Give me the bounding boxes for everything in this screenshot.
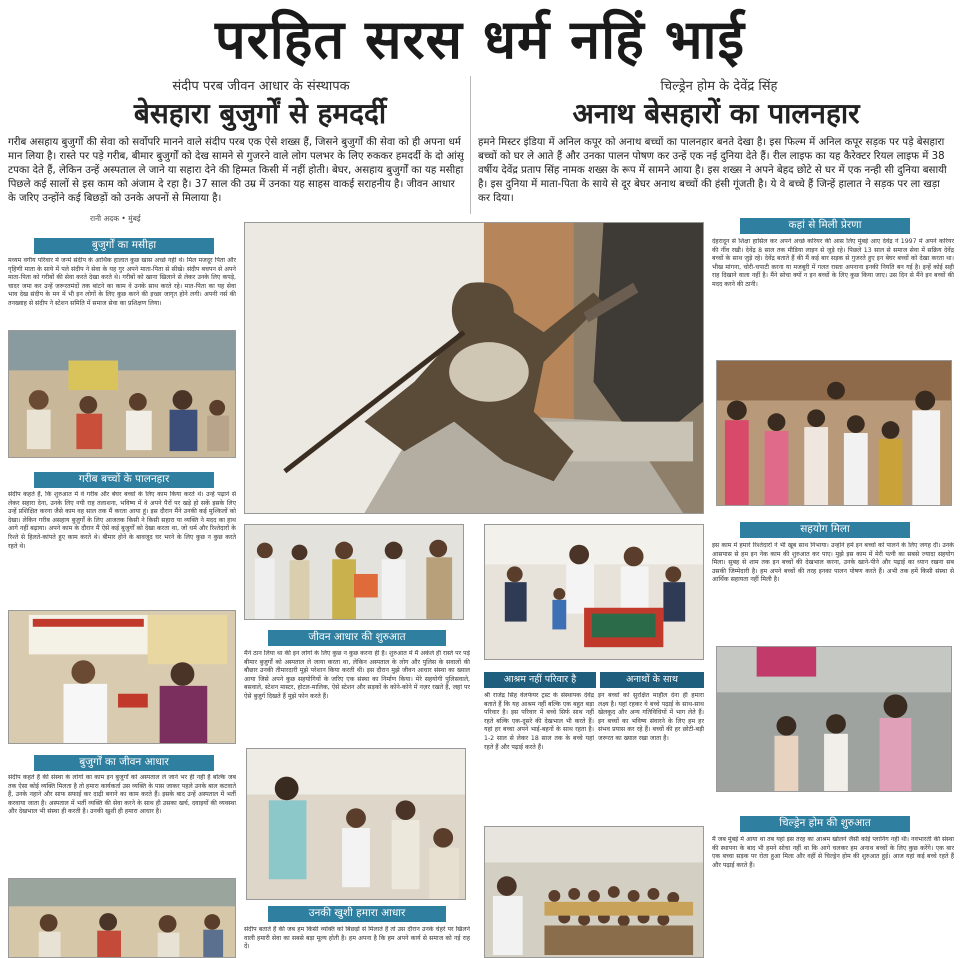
section-childrens-home: चिल्ड्रेन होम की शुरुआत <box>740 816 910 832</box>
section-ashram: आश्रम नहीं परिवार है <box>484 672 596 688</box>
text-khushi: संदीप बताते हैं की जब हम किसी व्यक्ति को बिछड़ों से मिलाते हैं तो उस दौरान उनके चेहरे पर खिलने वाली हमारी सेवा का सबसे बड़ा मूल्य होती है। हम अपना है कि हम अपने कार्य से समाज को नई राह दें। <box>244 926 470 951</box>
right-lead: हमने मिस्टर इंडिया में अनिल कपूर को अनाथ बच्चों का पालनहार बनते देखा है। इस फिल्म में अनिल कपूर सड़क पर पड़े बेसहारा बच्चों को घर ले आते हैं और उनका पालन पोषण कर उन्हें एक नई दुनिया देते हैं। रील लाइफ का यह कैरेक्टर रियल लाइफ में 38 वर्षीय देवेंद्र प्रताप सिंह नामक शख्स के रूप में सामने आया है। इस शख्स ने अपने बेहद छोटे से घर में एक नन्ही सी दुनिया बसायी है। इस दुनिया में माता-पिता के साये से दूर बेघर अनाथ बच्चों की हंसी गूंजती है। ये वे बच्चे हैं जिन्हें हालात ने सड़क पर ला खड़ा कर दिया। <box>478 137 947 204</box>
section-gareeb: गरीब बच्चों के पालनहार <box>34 472 214 488</box>
text-jeevan-shuruaat: मैंने ठान लिया था की इन लोगों के लिए कुछ न कुछ करना ही है। शुरुआत में मैं अकेले ही रास्ते पर पड़े बीमार बुजुर्गों को अस्पताल ले जाया करता था, लेकिन अस्पताल के लोग और पुलिस के सवालों की बौछार उनकी तीमारदारी मुझे परेशान किया करती थी। इस दौरान मुझे जीवन आधार संस्था का ख्याल आया जिसे अपने कुछ सहयोगियों के जरिए एक संस्था का निर्माण किया। मेरे सहयोगी पुलिसवाले, बसवाले, स्टेशन मास्टर, होटल-मालिक, ऐसे स्टेशन और सड़कों के कोने-कोने में नज़र रखते हैं, जहां पर ऐसे बुजुर्ग दिखते हैं मुझे फोन करते हैं। <box>244 650 470 700</box>
section-sahyog: सहयोग मिला <box>740 522 910 538</box>
photo-award-ceremony <box>8 610 236 744</box>
text-prerna: देहरादून से शिक्षा हासिल कर अपने अच्छे करियर की आस लिए मुंबई आए देवेंद्र ने 1997 में अपने करियर की नींव रखी। देवेंद्र 8 साल तक मीडिया लाइन से जुड़े रहे। पिछले 13 साल से समाज सेवा में सक्रिय देवेंद्र बच्चों के साथ जुड़े रहे। देवेंद्र बताते हैं की मैं कई बार सड़क से गुजरते हुए इन बेघर बच्चों को देखा करता था। भीख मांगना, चोरी-चपाटी करना या मजबूरी में गलत रास्ता अपनाना इनकी नियति बन गई है। इन्हें कोई सही राह दिखाने वाला नहीं है। मैंने सोचा क्यों न इन बच्चों के लिए कुछ किया जाए। उस दिन से मैंने इन बच्चों की मदद करने की ठानी। <box>712 238 954 288</box>
photo-felicitation <box>244 524 464 620</box>
left-lead: गरीब असहाय बुजुर्गों की सेवा को सर्वोपरि मानने वाले संदीप परब एक ऐसे शख्स हैं, जिसने बुजुर्गों की सेवा को ही अपना धर्म मान लिया है। रास्ते पर पड़े गरीब, बीमार बुजुर्गों को देख सामने से गुजरने वाले लोग पलभर के लिए रुककर हमदर्दी के दो आंसू टपका देते हैं, लेकिन उन्हें अस्पताल ले जाने या सहारा देने की हिम्मत किसी में नहीं होती। बेघर, असहाय बुजुर्गों का यह मसीहा पिछले कई सालों से इस काम को अंजाम दे रहा है। 37 साल की उम्र में उनका यह साहस वाकई सराहनीय है। जीवन आधार के जरिए उन्होंने कई बिछड़ों को उनके अपनों से मिलाया है। <box>8 137 464 204</box>
column-divider <box>470 76 471 214</box>
text-anathon: इन बच्चों को सुरक्षित माहौल देना ही हमारा लक्ष्य है। यहां रहकर ये बच्चे पढ़ाई के साथ-साथ खेलकूद और अन्य गतिविधियों में भाग लेते हैं। इन बच्चों का भविष्य संवारने के लिए हम हर संभव प्रयास कर रहे हैं। बच्चों की हर छोटी-बड़ी जरूरत का ख्याल रखा जाता है। <box>598 692 704 742</box>
left-tagline: संदीप परब जीवन आधार के संस्थापक <box>172 79 350 94</box>
text-sahyog: इस काम में हमारे रिश्तेदारों ने भी खूब साथ निभाया। उन्होंने हमें इन बच्चों को पालने के लिए जगह दी। उनके आसपास से हम इन नेक काम की शुरुआत कर पाए। मुझे इस काम में मेरी पत्नी का सबसे ज्यादा सहयोग मिला। सुबह से शाम तक इन बच्चों की देखभाल करना, उनके खाने-पीने और पढ़ाई का ध्यान रखना सब उसकी जिम्मेदारी है। हम अपने बच्चों की तरह इनका पालन पोषण करते हैं। अभी तक हमें किसी संस्था से आर्थिक सहायता नहीं मिली है। <box>712 542 954 584</box>
photo-children-outdoor <box>716 646 952 792</box>
photo-feeding-elders <box>246 748 466 900</box>
photo-children-classroom <box>484 826 704 958</box>
text-gareeb: संदीप कहते हैं, कि शुरुआत में वे गरीब और बेघर बच्चों के लिए काम किया करते थे। उन्हें पढ़ाने से लेकर सहारा देना, उनके लिए नयी राह तलाशना, भविष्य में वे अपने पैरों पर खड़े हो सकें इसके लिए उन्हें प्रशिक्षित करना जैसे काम वह साल तक मैं करता आया हूं। इस दौरान मैंने उनकी कई मुश्किलों को देखा। लेकिन गरीब असहाय बुजुर्गों के लिए आजतक किसी ने किसी सहारा या व्यक्ति ने मदद का हाथ आगे नहीं बढ़ाया। अपने काम के दौरान मैं ऐसे कई बुजुर्गों को देखा करता था, जो धर्म और रिश्तेदारों के रिश्ते से हिलते-कांपते हुए काम करते थे। बीमार होने के बावजूद घर भरने के लिए कुछ न कुछ करते रहते थे। <box>8 491 236 550</box>
section-jeevan-shuruaat: जीवन आधार की शुरुआत <box>268 630 446 646</box>
text-ashram: श्री राजेंद्र सिंह वेलफेयर ट्रस्ट के संस्थापक देवेंद्र बताते हैं कि यह आश्रम नहीं बल्कि एक बहुत बड़ा परिवार है। इस परिवार में बच्चे सिर्फ साथ नहीं रहते बल्कि एक-दूसरे की देखभाल भी करते हैं। यहां हर बच्चा अपने भाई-बहनों के साथ रहता है। 1-2 साल से लेकर 18 साल तक के बच्चे यहां रहते हैं और पढ़ाई करते हैं। <box>484 692 594 751</box>
section-anathon: अनाथों के साथ <box>600 672 704 688</box>
photo-children-gathering <box>484 524 704 660</box>
photo-elders-home <box>8 878 236 958</box>
photo-children-family <box>716 360 952 506</box>
text-buzurgon-jeevan: संदीप कहते हैं की संस्था के लोगों का काम इन बुजुर्गों को अस्पताल ले जाने भर ही नहीं है बल्कि जब तक ऐसा कोई व्यक्ति मिलता है तो हमारा कार्यकर्ता उस व्यक्ति के पास जाकर पहले उनके बाल कटवाते हैं, उनके नहाने और साफ सफाई कर दाढ़ी बनाने का काम करते हैं। इसके बाद उन्हें अस्पताल में भर्ती करवाया जाता है। अस्पताल में भर्ती व्यक्ति की सेवा करने के साथ ही उसका खर्च, दवाइयों की व्यवस्था और देखभाल भी संस्था ही करती है। उनकी खुशी ही हमारा आधार है। <box>8 774 236 816</box>
text-masiha: मध्यम वर्गीय परिवार में जन्मे संदीप के आर्थिक हालात कुछ खास अच्छे नहीं थे। मिल मजदूर पिता और गृहिणी माता के साये में पले संदीप ने सेवा के यह गुर अपने माता-पिता से सीखे। संदीप बचपन से अपने माता-पिता को गरीबों की सेवा करते देखा करते थे। गरीबों को खाना खिलाने से लेकर उनके लिए कपड़े, चादर जमा कर उन्हें जरूरतमंदों तक बांटने का काम वे उनके साथ करते रहे। मात-पिता का यह सेवा भाव देख संदीप के मन में भी इन लोगों के लिए कुछ करने की इच्छा जागृत होने लगी। अपनी नर्स की तनख्वाह से संदीप ने स्टेशन समिति में समाज सेवा का प्रशिक्षण लिया। <box>8 257 236 307</box>
text-childrens-home: मैं जब मुंबई में आया था तब यहां इस तरह का आश्रम खोलने जैसी कोई प्लानिंग नहीं थी। नवभारती की संस्था की स्थापना के बाद भी हमने सोचा नहीं था कि आगे चलकर हम अनाथ बच्चों के लिए कुछ करेंगे। एक बार एक बच्चा सड़क पर रोता हुआ मिला और वहीं से चिल्ड्रेन होम की शुरुआत हुई। आज यहां कई बच्चे रहते हैं और पढ़ाई करते हैं। <box>712 836 954 869</box>
right-tagline: चिल्ड्रेन होम के देवेंद्र सिंह <box>660 79 778 94</box>
section-prerna: कहां से मिली प्रेरणा <box>740 218 910 234</box>
byline: रानी अदक • मुंबई <box>90 214 141 223</box>
masthead-title: परहित सरस धर्म नहिं भाई <box>214 7 746 71</box>
section-khushi: उनकी खुशी हमारा आधार <box>268 906 446 922</box>
photo-statue-beggar <box>244 222 704 514</box>
section-masiha: बुजुर्गों का मसीहा <box>34 238 214 254</box>
section-buzurgon-jeevan: बुजुर्गों का जीवन आधार <box>34 755 214 771</box>
photo-elders-group <box>8 330 236 458</box>
left-headline: बेसहारा बुजुर्गों से हमदर्दी <box>133 97 387 130</box>
right-headline: अनाथ बेसहारों का पालनहार <box>572 97 860 130</box>
